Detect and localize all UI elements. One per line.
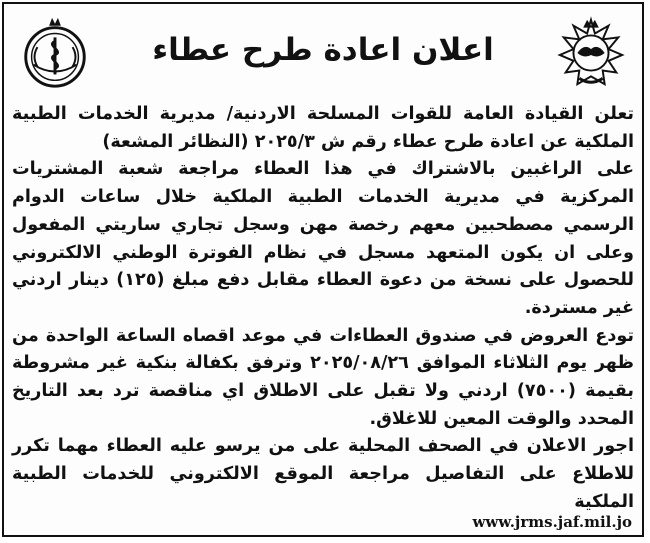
rms-medical-emblem-icon <box>16 14 94 92</box>
tender-advertisement <box>2 2 644 537</box>
website-link[interactable]: www.jrms.jaf.mil.jo <box>472 513 632 531</box>
participation-paragraph: على الراغبين بالاشتراك في هذا العطاء مراجعة شعبة المشتريات المركزية في مديرية الخدمات الطبية الملكية خلال ساعات الدوام الرسمي مصطحبين معهم رخصة مهن وسجل تجاري ساريتي المفعول وعلى ان يكون المتعهد مسجل في نظام الفوترة الوطني الالكتروني للحصول على نسخة من دعوة العطاء مقابل دفع مبلغ (١٢٥) دينار اردني غير مستردة. <box>12 159 635 318</box>
announcement-paragraph: تعلن القيادة العامة للقوات المسلحة الاردنية/ مديرية الخدمات الطبية الملكية عن اعادة طرح عطاء رقم ش ٢٠٢٥/٣ (النظائر المشعة) <box>12 104 634 152</box>
advertisement-header <box>4 4 642 104</box>
advertisement-body <box>12 101 634 517</box>
submission-paragraph: تودع العروض في صندوق العطاءات في موعد اقصاه الساعة الواحدة من ظهر يوم الثلاثاء الموافق ٢٠٢٥/٠٨/٢٦ وترفق بكفالة بنكية غير مشروطة بقيمة (٧٥٠٠) اردني ولا تقبل على الاطلاق اي مناقصة ترد بعد التاريخ المحدد والوقت المعين للاغلاق. <box>12 325 634 429</box>
advertisement-title: اعلان اعادة طرح عطاء <box>152 32 494 68</box>
fees-paragraph: اجور الاعلان في الصحف المحلية على من يرسو عليه العطاء مهما تكرر للاطلاع على التفاصيل مراجعة الموقع الالكتروني للخدمات الطبية الملكية <box>12 436 634 512</box>
jaf-emblem-icon <box>552 14 630 92</box>
